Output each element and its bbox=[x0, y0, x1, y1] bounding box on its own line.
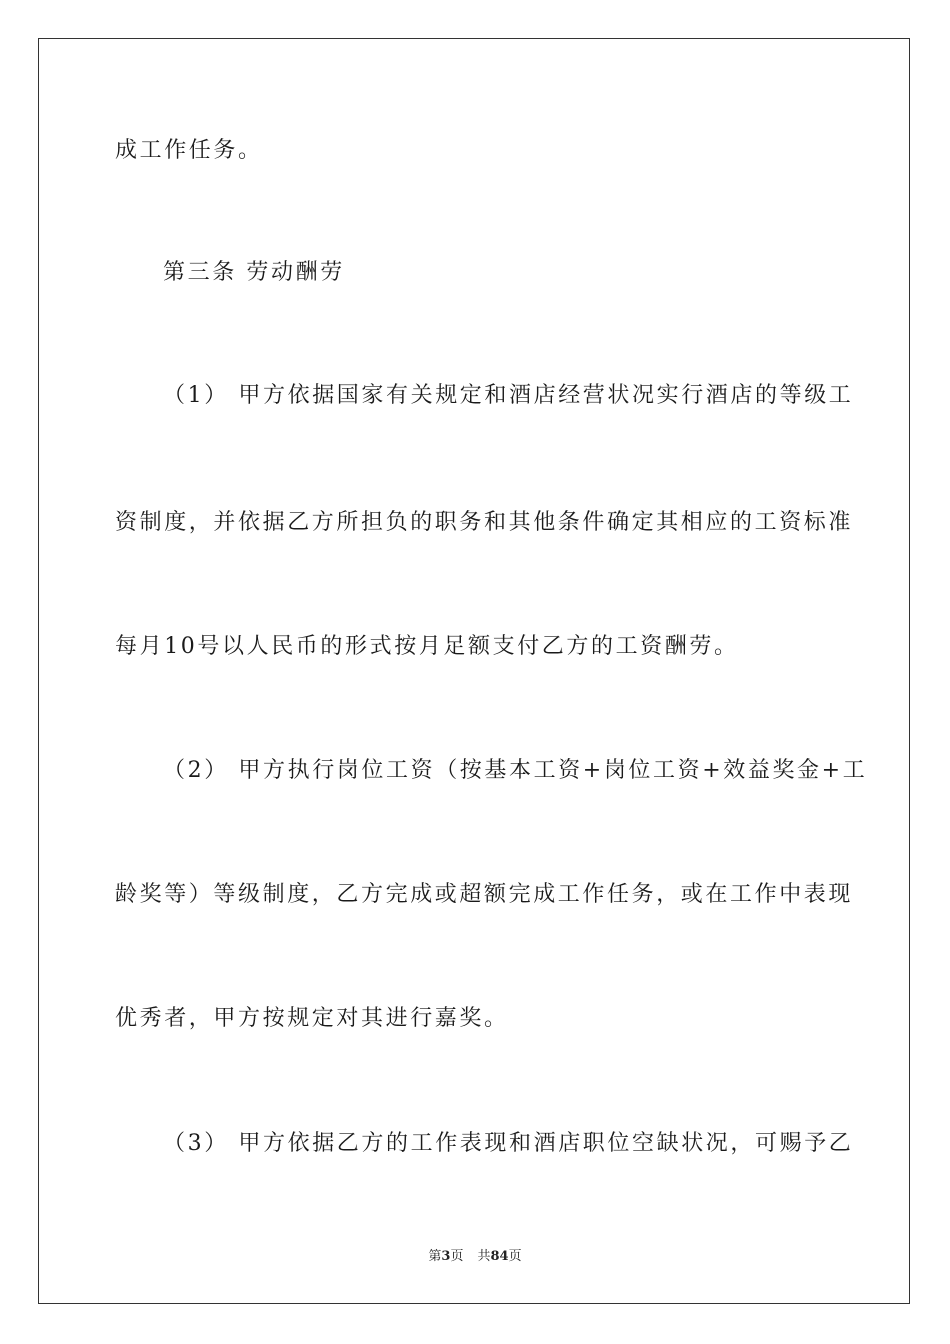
body-line-clause-2-start: （2） 甲方执行岗位工资（按基本工资+岗位工资+效益奖金+工 bbox=[163, 758, 868, 783]
body-line-clause-1-cont: 资制度，并依据乙方所担负的职务和其他条件确定其相应的工资标准 bbox=[115, 510, 854, 535]
section-heading-article-3: 第三条 劳动酬劳 bbox=[163, 260, 345, 285]
page-footer bbox=[0, 1248, 950, 1266]
body-line-clause-2-end: 优秀者，甲方按规定对其进行嘉奖。 bbox=[115, 1006, 509, 1031]
body-line-clause-3-start: （3） 甲方依据乙方的工作表现和酒店职位空缺状况，可赐予乙 bbox=[163, 1131, 854, 1156]
footer-page-number: 3 bbox=[441, 1249, 451, 1264]
footer-total-pages: 84 bbox=[490, 1249, 509, 1264]
body-line-clause-2-cont: 龄奖等）等级制度，乙方完成或超额完成工作任务，或在工作中表现 bbox=[115, 882, 854, 907]
body-line-clause-1-start: （1） 甲方依据国家有关规定和酒店经营状况实行酒店的等级工 bbox=[163, 383, 854, 408]
footer-total-prefix: 共 bbox=[477, 1249, 491, 1264]
page-border bbox=[38, 38, 910, 1304]
footer-page-prefix: 第 bbox=[428, 1249, 442, 1264]
body-line-clause-1-end: 每月10号以人民币的形式按月足额支付乙方的工资酬劳。 bbox=[115, 634, 739, 659]
footer-page-suffix: 页 bbox=[450, 1249, 464, 1264]
footer-total-suffix: 页 bbox=[508, 1249, 522, 1264]
body-line-1: 成工作任务。 bbox=[115, 138, 263, 163]
